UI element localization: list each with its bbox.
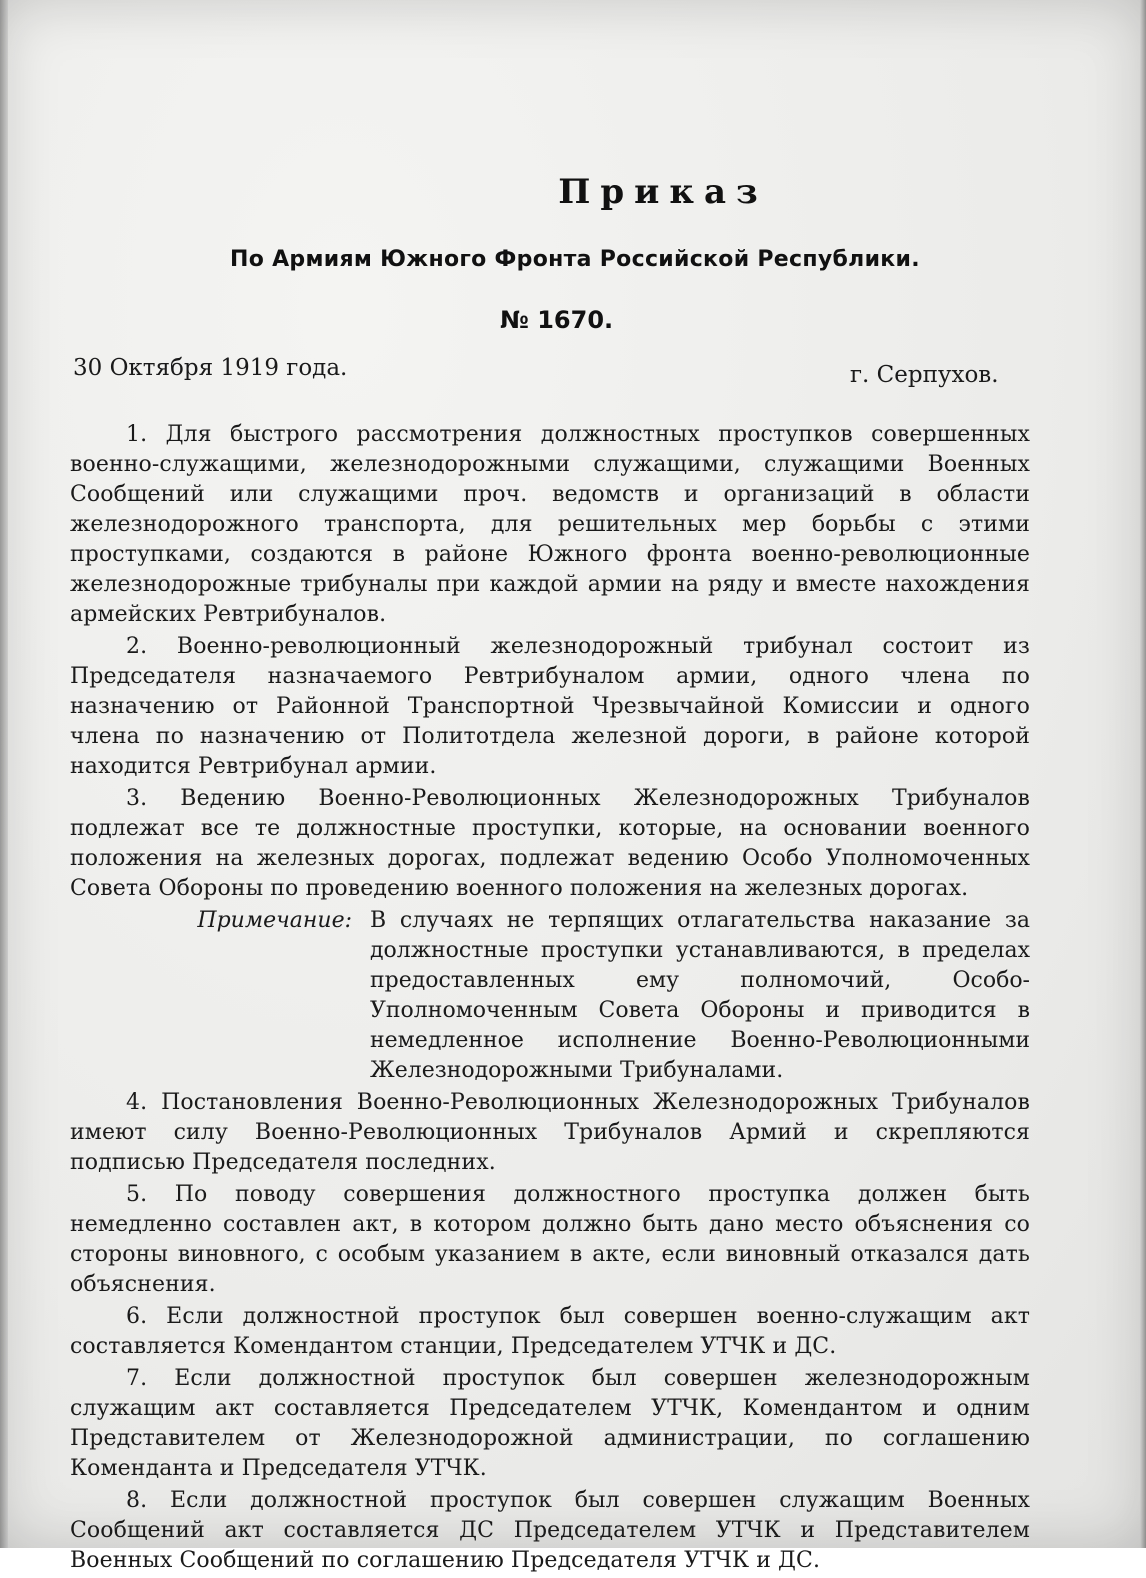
paragraph-3: 3. Ведению Военно-Революционных Железнодорожных Трибуналов подлежат все те должностные проступки, которые, на основании военного положения на железных дорогах, подлежат ведению Особо Уполномоченных Совета Обороны по проведению военного положения на железных дорогах. <box>70 786 1030 901</box>
document-title: Приказ <box>558 172 768 212</box>
note-label: Примечание: <box>197 908 352 933</box>
paragraph-7: 7. Если должностной проступок был совершен железнодорожным служащим акт составляется Председателем УТЧК, Комендантом и одним Представителем от Железнодорожной администрации, по соглашению Коменданта и Председателя УТЧК. <box>70 1366 1030 1481</box>
paragraph-2: 2. Военно-революционный железнодорожный трибунал состоит из Председателя назначаемого Ревтрибуналом армии, одного члена по назначению от Районной Транспортной Чрезвычайной Комиссии и одного члена по назначению от Политотдела железной дороги, в районе которой находится Ревтрибунал армии. <box>70 634 1030 779</box>
paragraph-4: 4. Постановления Военно-Революционных Железнодорожных Трибуналов имеют силу Военно-Революционных Трибуналов Армий и скрепляются подписью Председателя последних. <box>70 1090 1030 1175</box>
paragraph-8: 8. Если должностной проступок был совершен служащим Военных Сообщений акт составляется ДС Председателем УТЧК и Представителем Военных Сообщений по соглашению Председателя УТЧК и ДС. <box>70 1488 1030 1573</box>
order-body <box>70 420 1030 1578</box>
page-edge-shadow-left <box>0 0 8 1548</box>
note-block <box>70 906 1030 1086</box>
order-place: г. Серпухов. <box>850 362 999 388</box>
paragraph-6: 6. Если должностной проступок был совершен военно-служащим акт составляется Комендантом станции, Председателем УТЧК и ДС. <box>70 1304 1030 1359</box>
order-date: 30 Октября 1919 года. <box>73 355 348 381</box>
paragraph-1: 1. Для быстрого рассмотрения должностных проступков совершенных военно-служащими, железнодорожными служащими, служащими Военных Сообщений или служащими проч. ведомств и организаций в области железнодорожного транспорта, для решительных мер борьбы с этими проступками, создаются в районе Южного фронта военно-революционные железнодорожные трибуналы при каждой армии на ряду и вместе нахождения армейских Ревтрибуналов. <box>70 422 1030 627</box>
page-edge-shadow-right <box>1140 0 1146 1548</box>
note-text: В случаях не терпящих отлагательства наказание за должностные проступки устанавливаются, в пределах предоставленных ему полномочий, Особо-Уполномоченным Совета Обороны и приводится в немедленное исполнение Военно-Революционными Железнодорожными Трибуналами. <box>370 908 1030 1083</box>
order-number: № 1670. <box>500 306 614 334</box>
paragraph-5: 5. По поводу совершения должностного проступка должен быть немедленно составлен акт, в котором должно быть дано место объяснения со стороны виновного, с особым указанием в акте, если виновный отказался дать объяснения. <box>70 1182 1030 1297</box>
document-subtitle: По Армиям Южного Фронта Российской Республики. <box>230 247 920 272</box>
